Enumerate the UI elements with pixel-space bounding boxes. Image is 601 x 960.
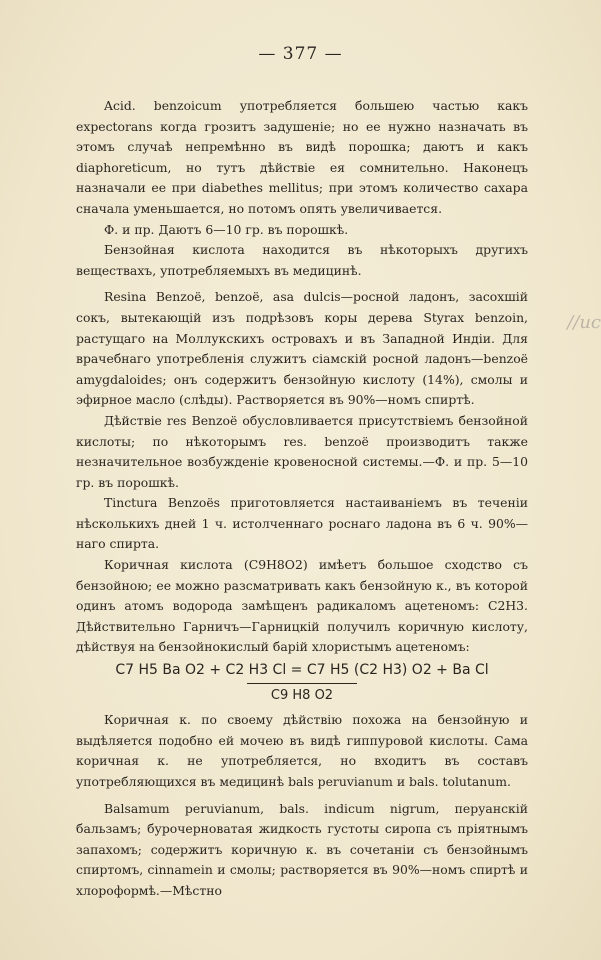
- paragraph-resina-benzoe: Resina Benzoë, benzoë, asa dulcis—росной ладонъ, засохшiй сокъ, вытекающiй изъ подрѣзовъ коры дерева Styrax benzoin, растущаго на Моллукскихъ островахъ и въ Западной Индiи. Для врачебнаго употребленiя служитъ сiамскiй росной ладонъ—benzoë amygdaloides; онъ содержитъ бензойную кислоту (14%), смолы и эфирное масло (слѣды). Растворяется въ 90%—номъ спиртѣ.: [76, 289, 528, 408]
- paragraph-occurrence: Бензойная кислота находится въ нѣкоторыхъ другихъ веществахъ, употребляемыхъ въ медицинѣ.: [76, 242, 528, 278]
- page-body: [76, 96, 528, 902]
- paragraph-cinnamic-acid: Коричная кислота (C9H8O2) имѣетъ большое сходство съ бензойною; ее можно разсматривать какъ бензойную к., въ которой одинъ атомъ водорода замѣщенъ радикаломъ ацетеномъ: C2H3. Дѣйствительно Гарничъ—Гарницкiй получилъ коричную кислоту, дѣйствуя на бензойнокислый барiй хлористымъ ацетеномъ:: [76, 557, 528, 655]
- paragraph-tinctura: Tinctura Benzoës приготовляется настаиванiемъ въ теченiи нѣсколькихъ дней 1 ч. истолченнаго роснаго ладона въ 6 ч. 90%—наго спирта.: [76, 495, 528, 552]
- chemical-formula: C7 H5 Ba O2 + C2 H3 Cl = C7 H5 (C2 H3) O2 + Ba Cl: [115, 662, 489, 679]
- formula-result: C9 H8 O2: [247, 683, 357, 707]
- paragraph-cinnamic-action: Коричная к. по своему дѣйствiю похожа на бензойную и выдѣляется подобно ей мочею въ видѣ гиппуровой кислоты. Сама коричная к. не употребляется, но входитъ въ составъ употребляющихся въ медицинѣ bals peruvianum и bals. tolutanum.: [76, 712, 528, 789]
- paragraph-balsamum-peruvianum: Balsamum peruvianum, bals. indicum nigrum, перуанскiй бальзамъ; бурочерноватая жидкость густоты сиропа съ прiятнымъ запахомъ; содержитъ коричную к. въ сочетанiи съ бензойнымъ спиртомъ, cinnamein и смолы; растворяется въ 90%—номъ спиртѣ и хлороформѣ.—Мѣстно: [76, 800, 528, 898]
- page-number: — 377 —: [258, 44, 343, 64]
- paragraph-action: Дѣйствiе res Benzoë обусловливается присутствiемъ бензойной кислоты; по нѣкоторымъ res. benzoë производитъ также незначительное возбужденiе кровеносной системы.—Ф. и пр. 5—10 гр. въ порошкѣ.: [76, 412, 528, 490]
- margin-annotation: //ис: [567, 312, 601, 333]
- paragraph-benzoic-acid-use: Acid. benzoicum употребляется большею частью какъ expectorans когда грозитъ задушенiе; но ее нужно назначать въ этомъ случаѣ непремѣнно въ видѣ порошка; даютъ и какъ diaphoreticum, но тутъ дѣйствiе ея сомнительно. Наконецъ назначали ее при diabethes mellitus; при этомъ количество сахара сначала уменьшается, но потомъ опять увеличивается.: [76, 98, 528, 216]
- paragraph-dosage: Ф. и пр. Даютъ 6—10 гр. въ порошкѣ.: [104, 221, 349, 237]
